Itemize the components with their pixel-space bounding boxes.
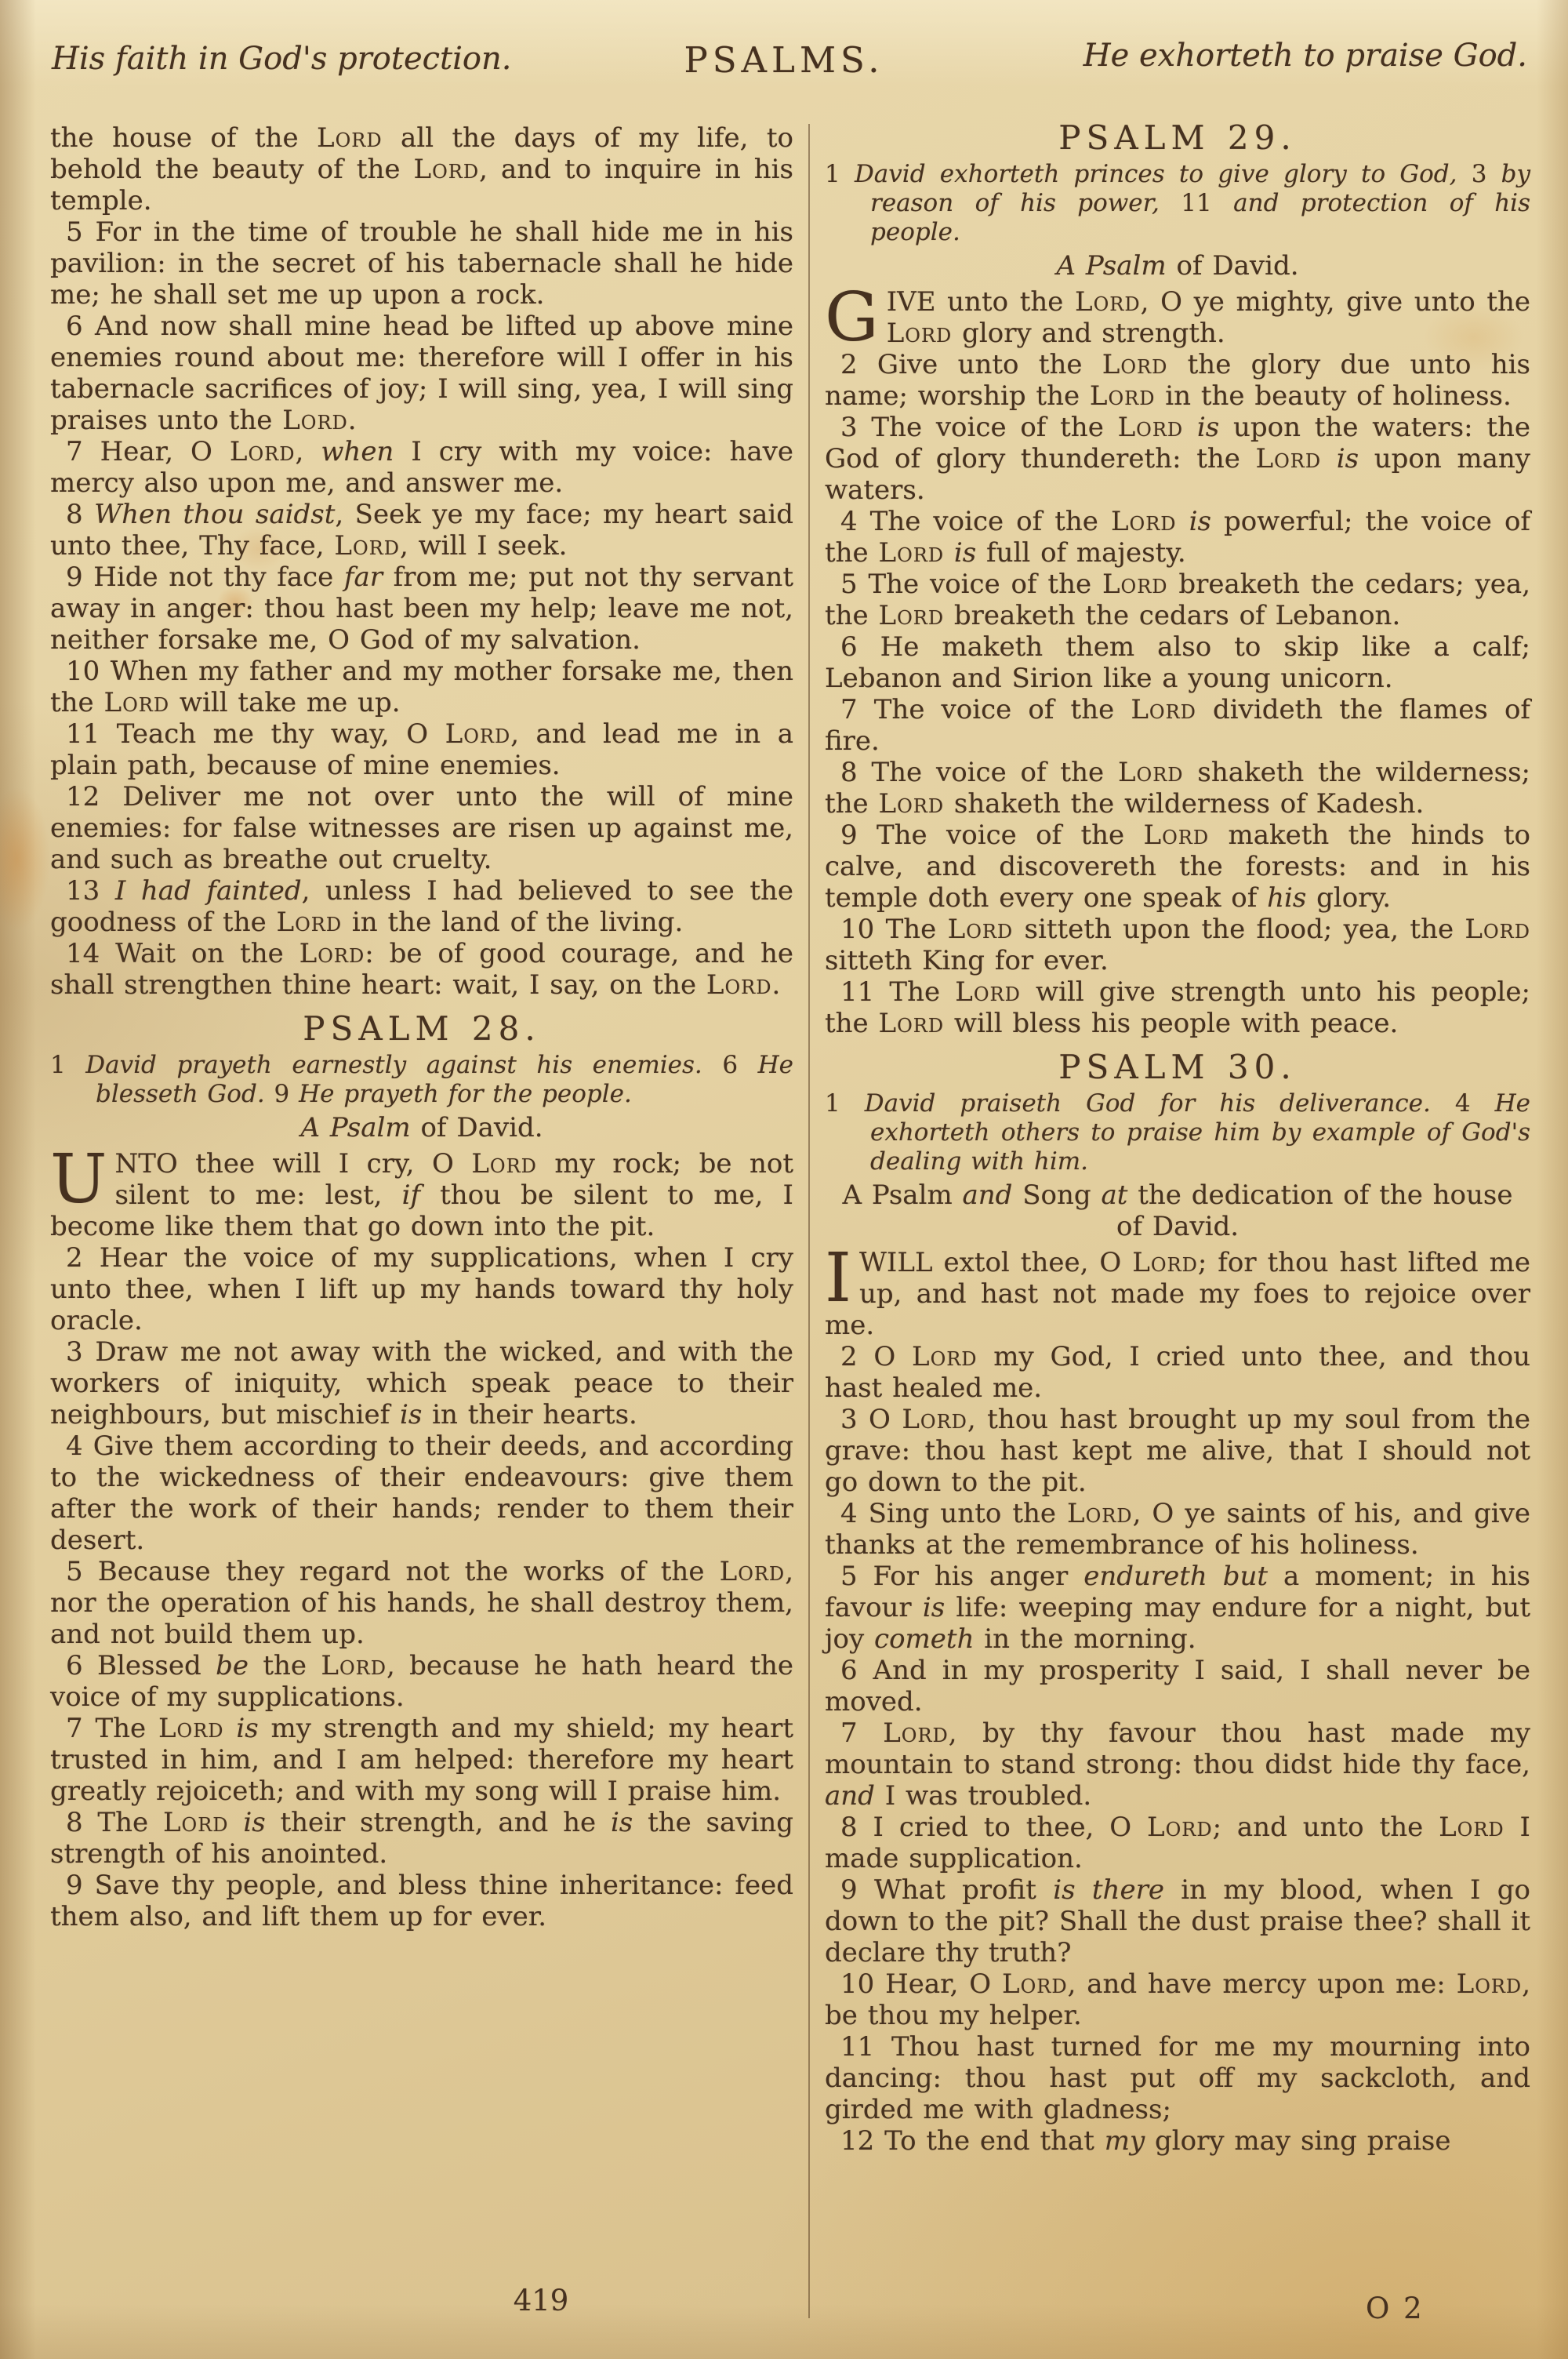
- small-caps-text: Lord: [883, 1717, 949, 1749]
- small-caps-text: Lord: [282, 405, 348, 436]
- small-caps-text: Lord: [321, 1650, 387, 1681]
- psalm-27-verses: [50, 216, 793, 1001]
- psalm-29-title: A Psalm of David.: [1056, 250, 1299, 282]
- right-column: [825, 118, 1531, 2157]
- verse-text: WILL extol thee, O Lord; for thou hast lifted me up, and hast not made my foes to rejoice over me.: [825, 1247, 1530, 1341]
- italic-text: and protection of his people.: [870, 189, 1531, 246]
- verse: [825, 1239, 1530, 1341]
- verse: [50, 1140, 794, 1242]
- small-caps-text: Lord: [1066, 1498, 1133, 1529]
- small-caps-text: Lord: [1002, 1968, 1068, 2000]
- small-caps-text: Lord: [1456, 1968, 1523, 2000]
- verse: 14 Wait on the Lord: be of good courage, and he shall strengthen thine heart: wait, I say, on the Lord.: [50, 938, 793, 1001]
- small-caps-text: Lord: [1143, 820, 1210, 851]
- verse: 12 Deliver me not over unto the will of mine enemies: for false witnesses are risen up against me, and such as breathe out cruelty.: [50, 781, 793, 875]
- verse: 8 When thou saidst, Seek ye my face; my heart said unto thee, Thy face, Lord, will I seek.: [50, 499, 794, 562]
- small-caps-text: Lord: [1117, 412, 1184, 443]
- verse: 10 Hear, O Lord, and have mercy upon me: Lord, be thou my helper.: [825, 1968, 1530, 2031]
- italic-text: and: [825, 1780, 875, 1812]
- verse: 7 The Lord is my strength and my shield; my heart trusted in him, and I am helped: therefore my heart greatly rejoiceth; and with my song will I praise him.: [50, 1713, 793, 1807]
- italic-text: be: [216, 1650, 249, 1681]
- verse: 6 And in my prosperity I said, I shall never be moved.: [825, 1655, 1530, 1717]
- psalm-29-heading: PSALM 29.: [1058, 118, 1297, 157]
- verse: 4 Sing unto the Lord, O ye saints of his, and give thanks at the remembrance of his holiness.: [825, 1498, 1530, 1561]
- verse: 3 Draw me not away with the wicked, and with the workers of iniquity, which speak peace to their neighbours, but mischief is in their hearts.: [50, 1336, 793, 1430]
- verse: 9 Save thy people, and bless thine inheritance: feed them also, and lift them up for ever.: [50, 1870, 793, 1932]
- psalm-28-title: A Psalm of David.: [300, 1112, 543, 1143]
- italic-text: is: [610, 1807, 633, 1838]
- verse: 5 Because they regard not the works of the Lord, nor the operation of his hands, he shall destroy them, and not build them up.: [50, 1556, 793, 1650]
- verse: 11 Thou hast turned for me my mourning into dancing: thou hast put off my sackcloth, and girded me with gladness;: [825, 2031, 1530, 2125]
- italic-text: David praiseth God for his deliverance.: [864, 1089, 1431, 1118]
- verse-text: IVE unto the Lord, O ye mighty, give unto the Lord glory and strength.: [886, 286, 1530, 349]
- italic-text: is: [922, 1592, 946, 1623]
- small-caps-text: Lord: [413, 154, 480, 185]
- italic-text: A Psalm: [1056, 250, 1167, 282]
- small-caps-text: Lord: [1147, 1812, 1213, 1843]
- psalm-29-verses: [825, 349, 1530, 1039]
- verse: 7 Lord, by thy favour thou hast made my mountain to stand strong: thou didst hide thy face, and I was troubled.: [825, 1717, 1530, 1812]
- running-head-right: He exhorteth to praise God.: [1083, 38, 1527, 74]
- italic-text: is: [1189, 506, 1211, 537]
- italic-text: is there: [1053, 1874, 1164, 1906]
- small-caps-text: Lord: [1131, 694, 1196, 725]
- small-caps-text: Lord: [334, 530, 400, 562]
- italic-text: cometh: [874, 1623, 975, 1655]
- signature-mark: O 2: [1366, 2292, 1425, 2325]
- italic-text: David prayeth earnestly against his enemies.: [85, 1051, 702, 1079]
- drop-cap: I: [825, 1239, 851, 1318]
- small-caps-text: Lord: [229, 436, 296, 467]
- drop-cap: G: [825, 278, 879, 357]
- verse: 11 Teach me thy way, O Lord, and lead me in a plain path, because of mine enemies.: [50, 718, 793, 781]
- italic-text: A Psalm: [300, 1112, 411, 1143]
- small-caps-text: Lord: [955, 976, 1021, 1008]
- book-title: PSALMS.: [684, 39, 884, 81]
- page-number: 419: [513, 2284, 569, 2317]
- small-caps-text: Lord: [103, 687, 170, 718]
- verse: 9 Hide not thy face far from me; put not thy servant away in anger: thou hast been my help; leave me not, neither forsake me, O God of my salvation.: [50, 562, 793, 656]
- verse: 3 O Lord, thou hast brought up my soul from the grave: thou hast kept me alive, that I should not go down to the pit.: [825, 1404, 1530, 1498]
- verse: 10 When my father and my mother forsake me, then the Lord will take me up.: [50, 656, 793, 718]
- italic-text: and: [962, 1180, 1013, 1211]
- italic-text: his: [1267, 882, 1307, 914]
- verse: 6 And now shall mine head be lifted up above mine enemies round about me: therefore will I offer in his tabernacle sacrifices of joy; I will sing, yea, I will sing praises unto the Lord.: [50, 311, 793, 436]
- small-caps-text: Lord: [471, 1148, 537, 1180]
- verse: 8 The voice of the Lord shaketh the wilderness; the Lord shaketh the wilderness of Kadesh.: [825, 757, 1530, 820]
- italic-text: David exhorteth princes to give glory to God,: [854, 160, 1457, 188]
- italic-text: my: [1104, 2125, 1145, 2157]
- italic-text: is: [243, 1807, 266, 1838]
- italic-text: at: [1101, 1180, 1128, 1211]
- verse-continuation: the house of the Lord all the days of my life, to behold the beauty of the Lord, and to inquire in his temple.: [50, 122, 793, 216]
- italic-text: He prayeth for the people.: [299, 1080, 632, 1108]
- verse: 7 The voice of the Lord divideth the flames of fire.: [825, 694, 1530, 757]
- verse: 8 I cried to thee, O Lord; and unto the Lord I made supplication.: [825, 1812, 1530, 1874]
- small-caps-text: Lord: [1102, 569, 1168, 600]
- verse: 7 Hear, O Lord, when I cry with my voice: have mercy also upon me, and answer me.: [50, 436, 793, 499]
- small-caps-text: Lord: [719, 1556, 786, 1587]
- small-caps-text: Lord: [1255, 443, 1322, 474]
- small-caps-text: Lord: [1117, 757, 1184, 788]
- drop-cap: U: [50, 1140, 107, 1219]
- italic-text: is: [236, 1713, 259, 1744]
- psalm-30-heading: PSALM 30.: [1058, 1048, 1297, 1086]
- italic-text: is: [400, 1399, 423, 1430]
- small-caps-text: Lord: [902, 1404, 967, 1435]
- italic-text: far: [343, 562, 383, 593]
- verse: 6 He maketh them also to skip like a calf; Lebanon and Sirion like a young unicorn.: [825, 631, 1530, 694]
- verse: 2 O Lord my God, I cried unto thee, and thou hast healed me.: [825, 1341, 1530, 1404]
- small-caps-text: Lord: [947, 914, 1014, 945]
- page-header: [0, 31, 1568, 86]
- small-caps-text: Lord: [1439, 1812, 1504, 1843]
- italic-text: is: [1196, 412, 1220, 443]
- small-caps-text: Lord: [1075, 286, 1141, 318]
- psalm-28-verses: [50, 1242, 793, 1932]
- column-divider-rule: [808, 124, 810, 2318]
- small-caps-text: Lord: [317, 122, 383, 154]
- small-caps-text: Lord: [878, 600, 945, 631]
- verse: 9 The voice of the Lord maketh the hinds to calve, and discovereth the forests: and in his temple doth every one speak of his glory.: [825, 820, 1530, 914]
- verse: 5 For in the time of trouble he shall hide me in his pavilion: in the secret of his tabernacle shall he hide me; he shall set me up upon a rock.: [50, 216, 793, 311]
- small-caps-text: Lord: [299, 938, 365, 969]
- small-caps-text: Lord: [1132, 1247, 1198, 1278]
- psalm-30-verses: [825, 1341, 1530, 2157]
- verse: 4 The voice of the Lord is powerful; the voice of the Lord is full of majesty.: [825, 506, 1531, 569]
- italic-text: if: [401, 1180, 421, 1211]
- small-caps-text: Lord: [878, 788, 945, 820]
- small-caps-text: Lord: [706, 969, 772, 1001]
- left-column: [50, 122, 793, 1932]
- small-caps-text: Lord: [1465, 914, 1530, 945]
- small-caps-text: Lord: [162, 1807, 229, 1838]
- small-caps-text: Lord: [1110, 506, 1177, 537]
- verse: 11 The Lord will give strength unto his people; the Lord will bless his people with peace.: [825, 976, 1530, 1039]
- small-caps-text: Lord: [276, 907, 343, 938]
- italic-text: when: [321, 436, 394, 467]
- small-caps-text: Lord: [1102, 349, 1168, 380]
- verse: 4 Give them according to their deeds, and according to the wickedness of their endeavours: give them after the work of their hands; render to them their desert.: [50, 1430, 793, 1556]
- psalm-28-heading: PSALM 28.: [303, 1009, 541, 1048]
- italic-text: is: [1336, 443, 1359, 474]
- small-caps-text: Lord: [878, 1008, 945, 1039]
- verse: 8 The Lord is their strength, and he is the saving strength of his anointed.: [50, 1807, 794, 1870]
- small-caps-text: Lord: [878, 537, 945, 569]
- verse: 10 The Lord sitteth upon the flood; yea, the Lord sitteth King for ever.: [825, 914, 1530, 976]
- verse: 3 The voice of the Lord is upon the waters: the God of glory thundereth: the Lord is upon many waters.: [825, 412, 1530, 506]
- verse: [825, 278, 1530, 357]
- italic-text: He exhorteth others to praise him by example of God's dealing with him.: [870, 1089, 1530, 1176]
- verse: 12 To the end that my glory may sing praise: [840, 2125, 1451, 2157]
- verse: 6 Blessed be the Lord, because he hath heard the voice of my supplications.: [50, 1650, 794, 1713]
- small-caps-text: Lord: [1089, 380, 1156, 412]
- psalm-29-argument: 1 David exhorteth princes to give glory to God, 3 by reason of his power, 11 and protection of his people.: [825, 160, 1531, 246]
- verse: 2 Hear the voice of my supplications, when I cry unto thee, when I lift up my hands toward thy holy oracle.: [50, 1242, 793, 1336]
- verse: 5 The voice of the Lord breaketh the cedars; yea, the Lord breaketh the cedars of Lebanon.: [825, 569, 1530, 631]
- psalm-30-argument: 1 David praiseth God for his deliverance. 4 He exhorteth others to praise him by example of God's dealing with him.: [825, 1089, 1530, 1176]
- verse: 9 What profit is there in my blood, when I go down to the pit? Shall the dust praise thee? shall it declare thy truth?: [825, 1874, 1530, 1968]
- italic-text: is: [953, 537, 977, 569]
- italic-text: When thou saidst: [94, 499, 336, 530]
- running-head-left: His faith in God's protection.: [52, 41, 512, 77]
- small-caps-text: Lord: [911, 1341, 978, 1372]
- italic-text: He blesseth God.: [96, 1051, 793, 1108]
- psalm-28-argument: 1 David prayeth earnestly against his enemies. 6 He blesseth God. 9 He prayeth for the people.: [50, 1051, 793, 1108]
- small-caps-text: Lord: [445, 718, 511, 750]
- verse: 2 Give unto the Lord the glory due unto his name; worship the Lord in the beauty of holiness.: [825, 349, 1530, 412]
- small-caps-text: Lord: [158, 1713, 224, 1744]
- italic-text: endureth but: [1083, 1561, 1269, 1592]
- verse-text: NTO thee will I cry, O Lord my rock; be not silent to me: lest, if thou be silent to me, I become like them that go down into the pit.: [50, 1148, 794, 1242]
- small-caps-text: Lord: [886, 318, 953, 349]
- italic-text: by reason of his power,: [870, 160, 1530, 217]
- verse: 5 For his anger endureth but a moment; in his favour is life: weeping may endure for a night, but joy cometh in the morning.: [825, 1561, 1531, 1655]
- italic-text: I had fainted: [114, 875, 302, 907]
- verse: 13 I had fainted, unless I had believed to see the goodness of the Lord in the land of the living.: [50, 875, 793, 938]
- psalm-30-title: A Psalm and Song at the dedication of the house of David.: [842, 1180, 1513, 1242]
